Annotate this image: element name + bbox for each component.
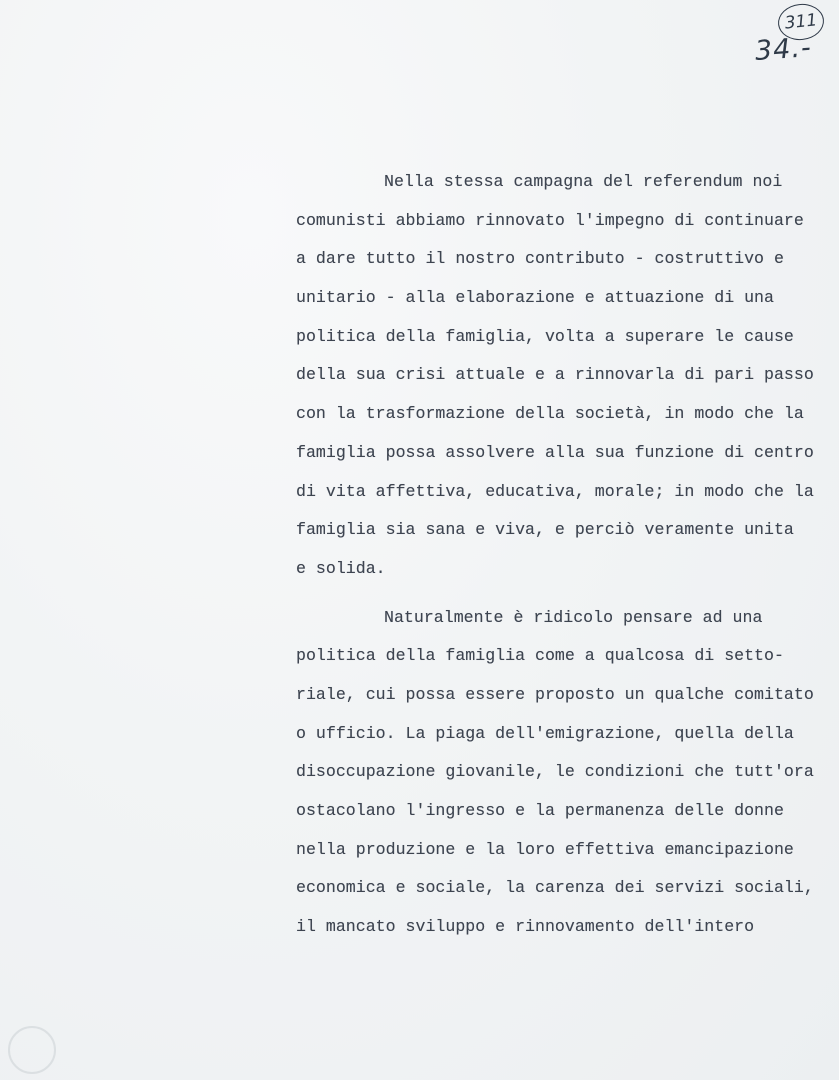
text-line: Nella stessa campagna del referendum noi bbox=[384, 172, 783, 191]
text-line: della sua crisi attuale e a rinnovarla di pari passo bbox=[296, 365, 814, 385]
text-line: con la trasformazione della società, in modo che la bbox=[296, 404, 804, 424]
text-line: disoccupazione giovanile, le condizioni che tutt'ora bbox=[296, 762, 814, 782]
paper-stain bbox=[8, 1026, 56, 1074]
text-line: politica della famiglia come a qualcosa di setto- bbox=[296, 646, 784, 666]
text-line: e solida. bbox=[296, 558, 386, 578]
paragraph-2 bbox=[296, 606, 826, 954]
text-line: famiglia possa assolvere alla sua funzione di centro bbox=[296, 442, 814, 462]
text-line: ostacolano l'ingresso e la permanenza delle donne bbox=[296, 801, 784, 820]
typed-text-body bbox=[296, 170, 826, 954]
text-line: di vita affettiva, educativa, morale; in modo che la bbox=[296, 481, 814, 501]
page-number: 34.- bbox=[753, 32, 813, 67]
text-line: unitario - alla elaborazione e attuazione di una bbox=[296, 288, 774, 308]
text-line: il mancato sviluppo e rinnovamento dell'intero bbox=[296, 917, 755, 937]
text-line: riale, cui possa essere proposto un qualche comitato bbox=[296, 684, 814, 704]
text-line: a dare tutto il nostro contributo - costruttivo e bbox=[296, 249, 784, 269]
archive-number: 311 bbox=[783, 10, 819, 34]
text-line: Naturalmente è ridicolo pensare ad una bbox=[384, 607, 763, 627]
text-line: comunisti abbiamo rinnovato l'impegno di continuare bbox=[296, 210, 804, 230]
paragraph-1 bbox=[296, 170, 826, 596]
text-line: politica della famiglia, volta a superare le cause bbox=[296, 326, 794, 346]
text-line: economica e sociale, la carenza dei servizi sociali, bbox=[296, 878, 814, 898]
text-line: nella produzione e la loro effettiva emancipazione bbox=[296, 839, 794, 859]
text-line: famiglia sia sana e viva, e perciò veramente unita bbox=[296, 520, 794, 540]
paragraph-gap bbox=[296, 596, 826, 606]
text-line: o ufficio. La piaga dell'emigrazione, quella della bbox=[296, 723, 794, 743]
